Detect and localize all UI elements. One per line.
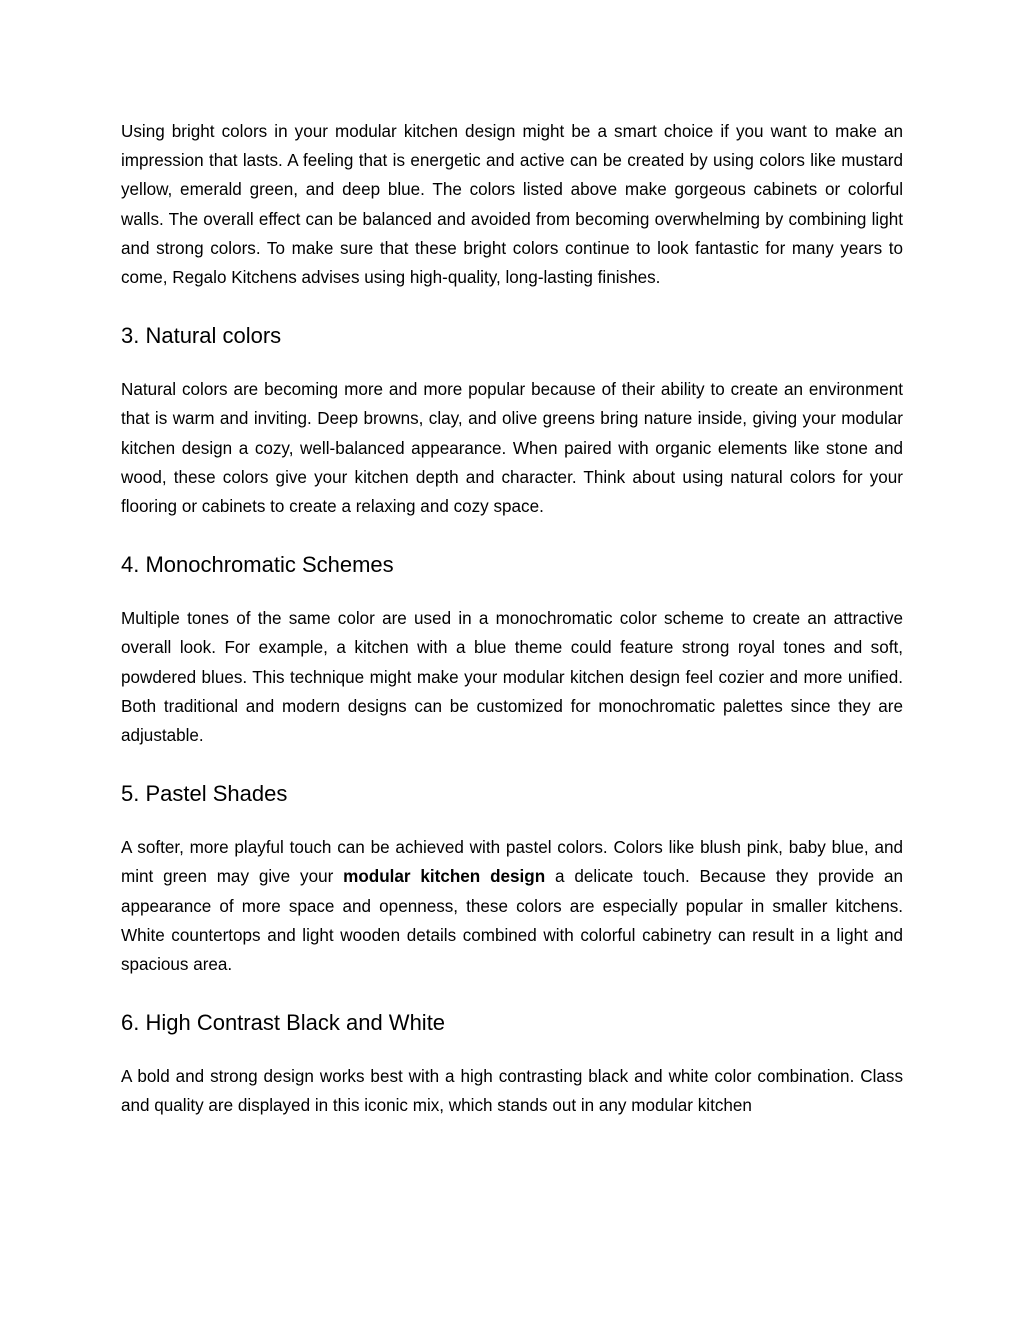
document-page: [121, 117, 903, 1122]
pastel-text-before: A softer, more playful touch can be achieved with pastel colors. Colors like blush pink, baby blue, and mint green may give your: [121, 838, 903, 887]
section-paragraph-pastel-shades: [121, 833, 903, 979]
section-heading-high-contrast: 6. High Contrast Black and White: [121, 1010, 446, 1036]
section-paragraph-monochromatic-schemes: Multiple tones of the same color are used in a monochromatic color scheme to create an attractive overall look. For example, a kitchen with a blue theme could feature strong royal tones and soft, powdered blues. This technique might make your modular kitchen design feel cozier and more unified. Both traditional and modern designs can be customized for monochromatic palettes since they are adjustable.: [121, 609, 903, 746]
section-paragraph-natural-colors: Natural colors are becoming more and more popular because of their ability to create an environment that is warm and inviting. Deep browns, clay, and olive greens bring nature inside, giving your modular kitchen design a cozy, well-balanced appearance. When paired with organic elements like stone and wood, these colors give your kitchen depth and character. Think about using natural colors for your flooring or cabinets to create a relaxing and cozy space.: [121, 380, 903, 517]
intro-paragraph: Using bright colors in your modular kitchen design might be a smart choice if you want to make an impression that lasts. A feeling that is energetic and active can be created by using colors like mustard yellow, emerald green, and deep blue. The colors listed above make gorgeous cabinets or colorful walls. The overall effect can be balanced and avoided from becoming overwhelming by combining light and strong colors. To make sure that these bright colors continue to look fantastic for many years to come, Regalo Kitchens advises using high-quality, long-lasting finishes.: [121, 122, 903, 288]
modular-kitchen-design-bold-text: modular kitchen design: [343, 867, 546, 887]
section-heading-natural-colors: 3. Natural colors: [121, 323, 282, 349]
section-paragraph-high-contrast: A bold and strong design works best with a high contrasting black and white color combination. Class and quality are displayed in this iconic mix, which stands out in any modular kitchen: [121, 1067, 903, 1116]
section-heading-pastel-shades: 5. Pastel Shades: [121, 781, 288, 807]
section-heading-monochromatic-schemes: 4. Monochromatic Schemes: [121, 552, 394, 578]
pastel-text-after: a delicate touch. Because they provide an appearance of more space and openness, these colors are especially popular in smaller kitchens. White countertops and light wooden details combined with colorful cabinetry can result in a light and spacious area.: [121, 867, 903, 975]
